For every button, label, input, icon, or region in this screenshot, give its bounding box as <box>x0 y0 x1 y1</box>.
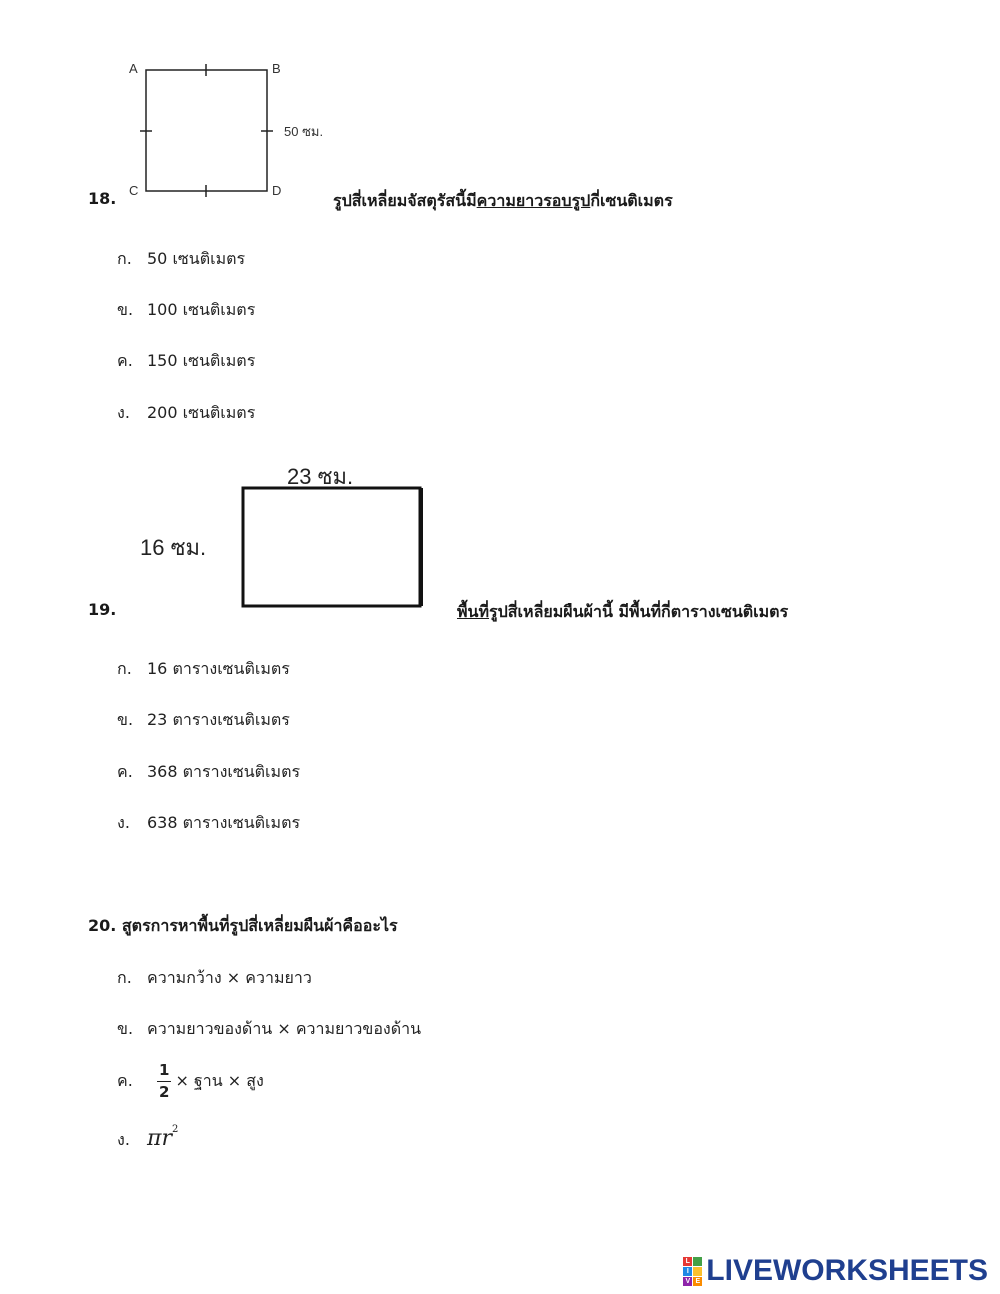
option-label: ข. <box>117 710 134 729</box>
q18-option-b[interactable] <box>117 298 255 323</box>
option-label: ค. <box>117 762 133 781</box>
fraction-numerator: 1 <box>159 1061 170 1079</box>
option-text: 23 ตารางเซนติเมตร <box>147 710 290 729</box>
option-text: 638 ตารางเซนติเมตร <box>147 813 301 832</box>
q20-option-d[interactable] <box>117 1126 178 1153</box>
corner-label-d: D <box>272 183 282 198</box>
option-text: 16 ตารางเซนติเมตร <box>147 659 290 678</box>
q18-question <box>333 189 673 214</box>
q19-option-b[interactable] <box>117 708 290 733</box>
one-half-fraction <box>157 1063 171 1100</box>
logo-cube <box>693 1257 702 1266</box>
option-label: ง. <box>117 403 130 422</box>
option-label: ข. <box>117 300 134 319</box>
fraction-denominator: 2 <box>159 1083 170 1101</box>
option-label: ข. <box>117 1019 134 1038</box>
logo-cube: V <box>683 1277 692 1286</box>
option-text: 100 เซนติเมตร <box>147 300 256 319</box>
corner-label-b: B <box>272 61 281 76</box>
option-label: ก. <box>117 968 132 987</box>
option-label: ก. <box>117 249 132 268</box>
option-label: ค. <box>117 1071 133 1090</box>
side-length-label: 50 ซม. <box>284 124 324 139</box>
q19-number: 19. <box>88 600 117 619</box>
option-text: 50 เซนติเมตร <box>147 249 246 268</box>
logo-cube: L <box>683 1257 692 1266</box>
option-label: ค. <box>117 351 133 370</box>
q19-option-a[interactable] <box>117 657 290 682</box>
option-text: 150 เซนติเมตร <box>147 351 256 370</box>
q18-text-after: กี่เซนติเมตร <box>590 191 673 210</box>
top-side-label: 23 ซม. <box>287 464 354 489</box>
left-side-label: 16 ซม. <box>140 535 207 560</box>
option-text: ความยาวของด้าน × ความยาวของด้าน <box>147 1019 422 1038</box>
q19-question <box>457 600 788 625</box>
option-text: 200 เซนติเมตร <box>147 403 256 422</box>
option-text: × ฐาน × สูง <box>175 1071 264 1090</box>
q18-number: 18. <box>88 189 117 208</box>
logo-text: LIVEWORKSHEETS <box>706 1254 988 1287</box>
logo-cube <box>693 1267 702 1276</box>
logo-cube: I <box>683 1267 692 1276</box>
option-text: 368 ตารางเซนติเมตร <box>147 762 301 781</box>
formula-base: πr <box>147 1126 172 1151</box>
q20-option-b[interactable] <box>117 1017 421 1042</box>
pi-r-squared-formula <box>147 1126 178 1151</box>
q18-option-c[interactable] <box>117 349 255 374</box>
logo-cube: E <box>693 1277 702 1286</box>
corner-label-c: C <box>129 183 139 198</box>
option-label: ง. <box>117 813 130 832</box>
q20-question: 20. สูตรการหาพื้นที่รูปสี่เหลี่ยมผืนผ้าคืออะไร <box>88 916 398 935</box>
q19-rectangle-figure <box>130 460 450 615</box>
q19-option-d[interactable] <box>117 811 300 836</box>
q18-text-underlined: ความยาวรอบรูป <box>476 191 591 210</box>
q18-square-figure <box>120 58 340 208</box>
liveworksheets-logo[interactable] <box>683 1254 988 1288</box>
q19-option-c[interactable] <box>117 760 300 785</box>
q20-option-c[interactable] <box>117 1063 264 1100</box>
q19-text-after: รูปสี่เหลี่ยมผืนผ้านี้ มีพื้นที่กี่ตารางเซนติเมตร <box>489 602 789 621</box>
option-text: ความกว้าง × ความยาว <box>147 968 312 987</box>
option-label: ก. <box>117 659 132 678</box>
option-label: ง. <box>117 1130 130 1149</box>
q18-option-d[interactable] <box>117 401 255 426</box>
q18-text-before: รูปสี่เหลี่ยมจัสตุรัสนี้มี <box>333 191 477 210</box>
corner-label-a: A <box>129 61 138 76</box>
formula-exponent: 2 <box>171 1124 179 1135</box>
q18-option-a[interactable] <box>117 247 245 272</box>
q19-text-underlined: พื้นที่ <box>457 602 490 621</box>
q20-option-a[interactable] <box>117 966 312 991</box>
logo-cubes-icon <box>683 1257 702 1286</box>
